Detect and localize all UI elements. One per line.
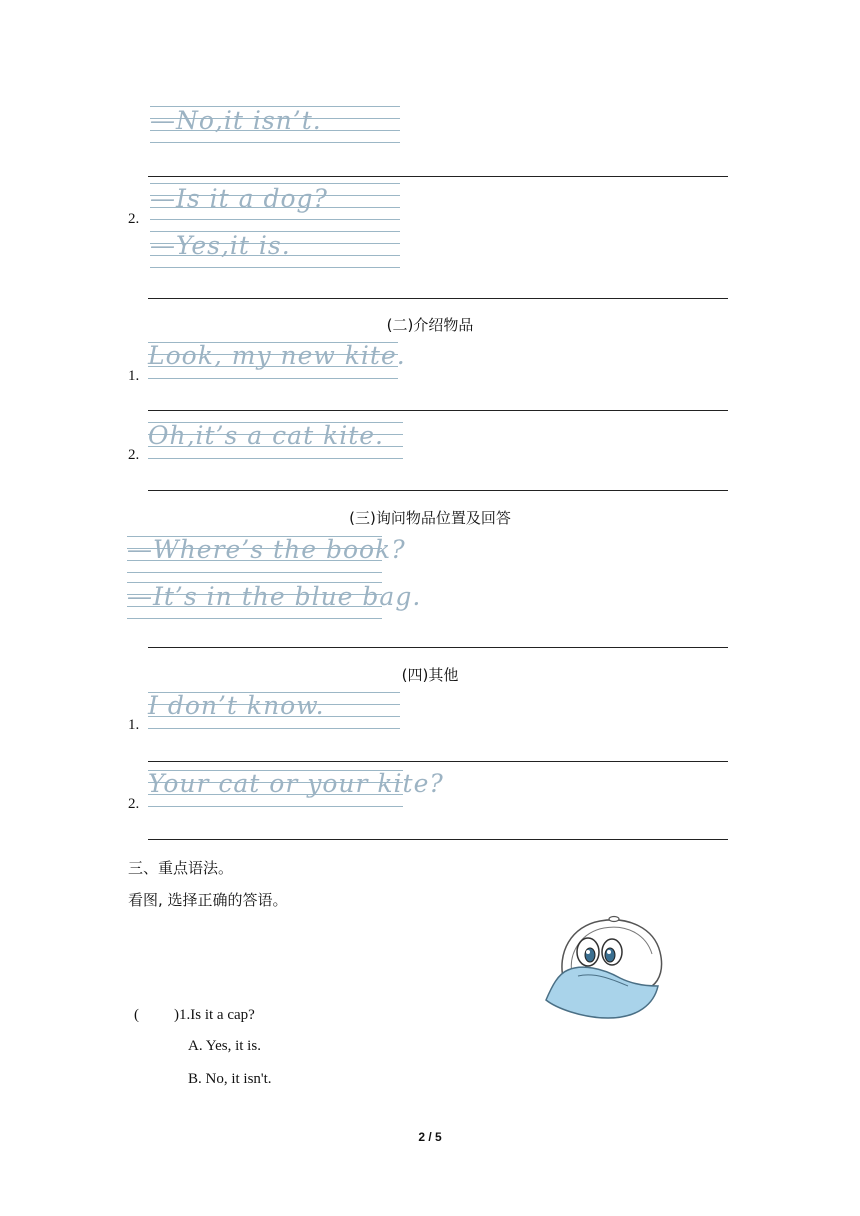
answer-line [148,298,728,299]
instruction: 看图, 选择正确的答语。 [128,891,288,909]
answer-line [148,176,728,177]
item-number: 1. [128,368,140,384]
question-text: )1.Is it a cap? [174,1007,255,1023]
answer-line [148,839,728,840]
copy-text: —No,it isn’t. [150,106,322,135]
item-number: 1. [128,717,140,733]
answer-line [148,647,728,648]
answer-line [148,490,728,491]
copy-text: Your cat or your kite? [148,769,444,798]
copy-text: —Where’s the book? [127,535,406,564]
answer-line [148,410,728,411]
copy-text: I don’t know. [148,691,325,720]
copy-text: —Is it a dog? [150,184,328,213]
item-number: 2. [128,796,140,812]
answer-paren: ( [134,1007,139,1023]
copy-text: —It’s in the blue bag. [127,582,422,611]
part-title: 三、重点语法。 [128,859,234,877]
copy-text: Look, my new kite. [148,341,406,370]
copy-text: —Yes,it is. [150,231,291,260]
option-b: B. No, it isn't. [188,1071,272,1087]
copy-text: Oh,it’s a cat kite. [148,421,384,450]
answer-line [148,761,728,762]
section-heading: (四)其他 [401,666,459,684]
section-heading: (二)介绍物品 [386,316,474,334]
item-number: 2. [128,447,140,463]
item-number: 2. [128,211,140,227]
option-a: A. Yes, it is. [188,1038,261,1054]
cap-icon [542,912,667,1022]
page-number: 2 / 5 [418,1130,442,1144]
section-heading: (三)询问物品位置及回答 [349,509,511,527]
